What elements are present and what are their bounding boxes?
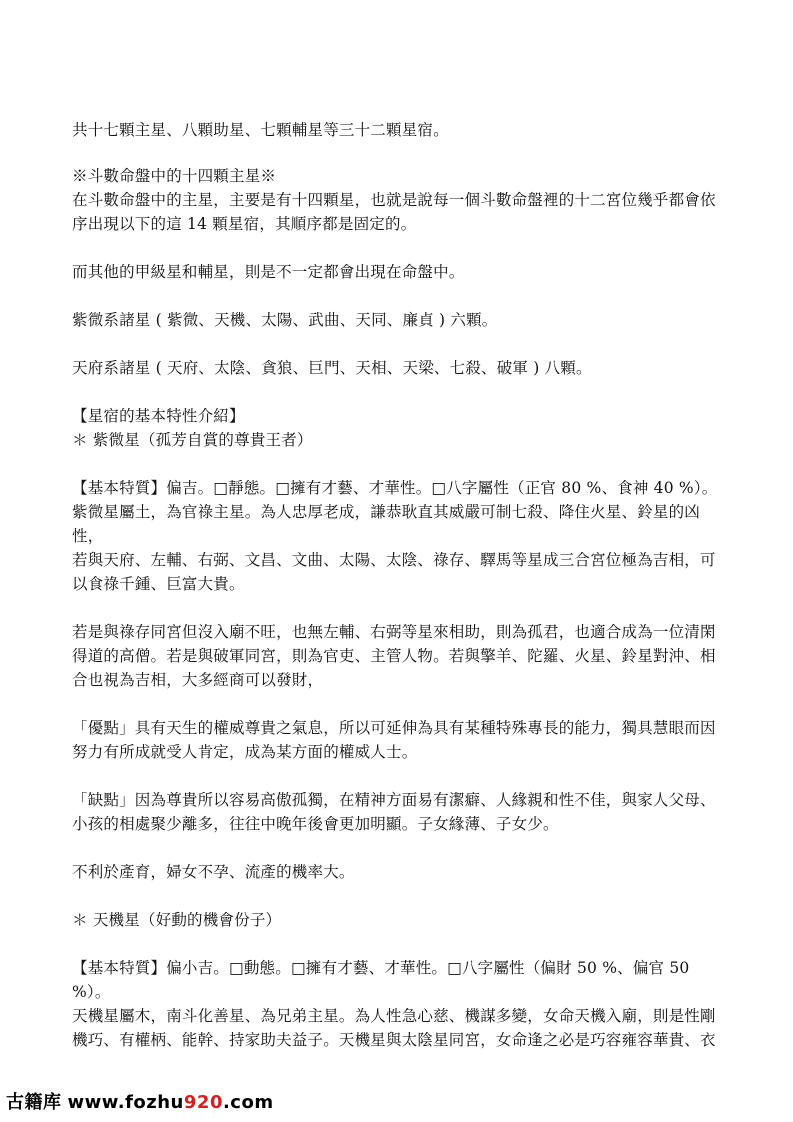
paragraph-line: 若與天府、左輔、右弼、文昌、文曲、太陽、太陰、祿存、驛馬等星成三合宮位極為吉相，可 bbox=[72, 551, 716, 569]
paragraph-line: 若是與祿存同宮但沒入廟不旺，也無左輔、右弼等星來相助，則為孤君，也適合成為一位清閑 bbox=[72, 623, 716, 641]
section-heading: ※斗數命盤中的十四顆主星※ bbox=[72, 167, 277, 185]
paragraph-line: 小孩的相處聚少離多，往往中晚年後會更加明顯。子女緣薄、子女少。 bbox=[72, 815, 559, 833]
paragraph-line: 紫微系諸星 ( 紫微、天機、太陽、武曲、天同、廉貞 ) 六顆。 bbox=[72, 311, 498, 329]
paragraph-line: 在斗數命盤中的主星，主要是有十四顆星，也就是說每一個斗數命盤裡的十二宮位幾乎都會依 bbox=[72, 191, 716, 209]
url-prefix: www.fozhu bbox=[67, 1092, 184, 1113]
site-name: 古籍库 bbox=[6, 1092, 62, 1113]
paragraph-line: 以食祿千鍾、巨富大貴。 bbox=[72, 575, 245, 593]
footer-watermark bbox=[6, 1088, 274, 1114]
paragraph-line: 【基本特質】偏吉。□靜態。□擁有才藝、才華性。□八字屬性（正官 80 %、食神 40 %）。 bbox=[72, 479, 718, 497]
url-number: 920 bbox=[183, 1092, 223, 1113]
paragraph-line: 【基本特質】偏小吉。□動態。□擁有才藝、才華性。□八字屬性（偏財 50 %、偏官 50 %）。 bbox=[72, 959, 690, 1001]
document-body bbox=[72, 118, 722, 1052]
section-heading: 【星宿的基本特性介紹】 bbox=[72, 407, 245, 425]
paragraph-line: 序出現以下的這 14 顆星宿，其順序都是固定的。 bbox=[72, 215, 417, 233]
paragraph-line: 天機星屬木，南斗化善星、為兄弟主星。為人性急心慈、機謀多變，女命天機入廟，則是性剛 bbox=[72, 1007, 716, 1025]
paragraph-line: 機巧、有權柄、能幹、持家助夫益子。天機星與太陰星同宮，女命逢之必是巧容雍容華貴、衣 bbox=[72, 1031, 716, 1049]
paragraph-line: 合也視為吉相，大多經商可以發財， bbox=[72, 671, 324, 689]
paragraph-line: 「優點」具有天生的權威尊貴之氣息，所以可延伸為具有某種特殊專長的能力，獨具慧眼而因 bbox=[72, 719, 716, 737]
paragraph-line: 得道的高僧。若是與破軍同宮，則為官吏、主管人物。若與擎羊、陀羅、火星、鈴星對沖、相 bbox=[72, 647, 716, 665]
paragraph-line: 努力有所成就受人肯定，成為某方面的權威人士。 bbox=[72, 743, 418, 761]
url-suffix: .com bbox=[222, 1092, 274, 1113]
paragraph-line: 「缺點」因為尊貴所以容易高傲孤獨，在精神方面易有潔癖、人緣親和性不佳，與家人父母、 bbox=[72, 791, 716, 809]
paragraph-line: 天府系諸星 ( 天府、太陰、貪狼、巨門、天相、天梁、七殺、破軍 ) 八顆。 bbox=[72, 359, 592, 377]
paragraph-line: 共十七顆主星、八顆助星、七顆輔星等三十二顆星宿。 bbox=[72, 121, 449, 139]
star-heading: ＊ 天機星（好動的機會份子） bbox=[72, 911, 282, 929]
paragraph-line: 不利於產育，婦女不孕、流產的機率大。 bbox=[72, 863, 355, 881]
paragraph-line: 而其他的甲級星和輔星，則是不一定都會出現在命盤中。 bbox=[72, 263, 465, 281]
paragraph-line: 紫微星屬土，為官祿主星。為人忠厚老成，謙恭耿直其威嚴可制七殺、降住火星、鈴星的凶性， bbox=[72, 503, 701, 545]
star-heading: ＊ 紫微星（孤芳自賞的尊貴王者） bbox=[72, 431, 313, 449]
